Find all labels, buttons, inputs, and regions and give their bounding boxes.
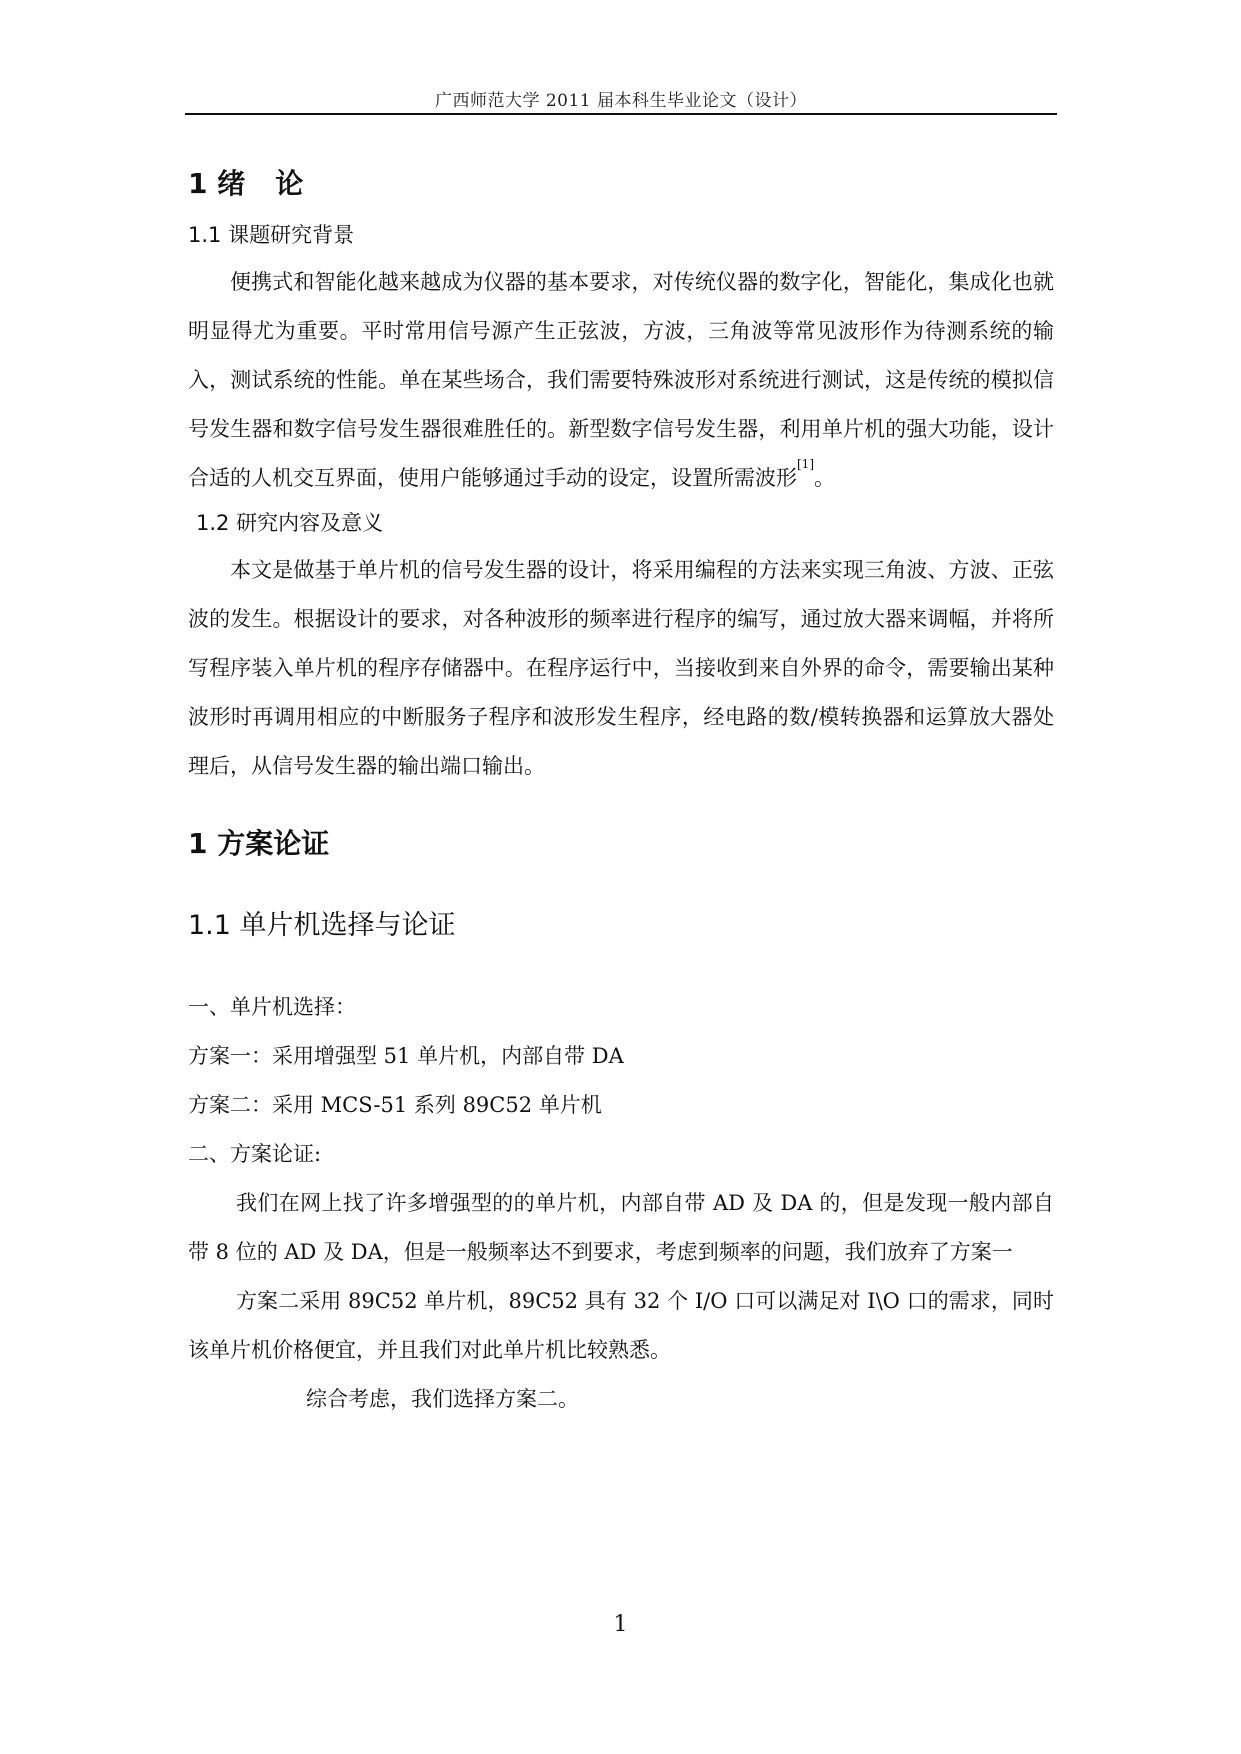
section-2-1-heading: 1.1 单片机选择与论证 <box>188 909 456 941</box>
list-line-3: 方案二：采用 MCS-51 系列 89C52 单片机 <box>188 1092 602 1117</box>
list-line-1: 一、单片机选择： <box>188 994 356 1019</box>
section-1-2-paragraph: 本文是做基于单片机的信号发生器的设计，将采用编程的方法来实现三角波、方波、正弦波的发生。根据设计的要求，对各种波形的频率进行程序的编写，通过放大器来调幅，并将所写程序装入单片机的程序存储器中。在程序运行中，当接收到来自外界的命令，需要输出某种波形时再调用相应的中断服务子程序和波形发生程序，经电路的数/模转换器和运算放大器处理后，从信号发生器的输出端口输出。 <box>188 558 1054 779</box>
section-1-2-heading: 1.2 研究内容及意义 <box>196 510 384 535</box>
page-content <box>188 155 1054 1424</box>
citation-1: [1] <box>797 456 814 471</box>
argument-paragraph-2: 方案二采用 89C52 单片机，89C52 具有 32 个 I/O 口可以满足对 I\O 口的需求，同时该单片机价格便宜，并且我们对此单片机比较熟悉。 <box>188 1288 1054 1362</box>
section-1-1-paragraph-text: 便携式和智能化越来越成为仪器的基本要求，对传统仪器的数字化，智能化，集成化也就明显得尤为重要。平时常用信号源产生正弦波，方波，三角波等常见波形作为待测系统的输入，测试系统的性能。单在某些场合，我们需要特殊波形对系统进行测试，这是传统的模拟信号发生器和数字信号发生器很难胜任的。新型数字信号发生器，利用单片机的强大功能，设计合适的人机交互界面，使用户能够通过手动的设定，设置所需波形 <box>188 269 1054 490</box>
list-line-4: 二、方案论证: <box>188 1141 322 1166</box>
argument-paragraph-1: 我们在网上找了许多增强型的的单片机，内部自带 AD 及 DA 的，但是发现一般内部自带 8 位的 AD 及 DA，但是一般频率达不到要求，考虑到频率的问题，我们放弃了方案一 <box>188 1190 1054 1264</box>
section-1-1-paragraph <box>188 258 1054 503</box>
chapter-1-title-char2: 论 <box>275 167 304 200</box>
page-number: 1 <box>613 1612 628 1637</box>
chapter-1-number: 1 <box>188 167 208 200</box>
section-1-1-heading: 1.1 课题研究背景 <box>188 222 355 247</box>
chapter-1-title <box>188 167 1054 201</box>
header-rule <box>185 113 1057 115</box>
chapter-1-title-char1: 绪 <box>217 167 246 200</box>
chapter-2-title: 1 方案论证 <box>188 827 330 861</box>
section-1-1-paragraph-end: 。 <box>814 465 835 490</box>
list-line-2: 方案一：采用增强型 51 单片机，内部自带 DA <box>188 1043 624 1068</box>
page-header: 广西师范大学 2011 届本科生毕业论文（设计） <box>434 91 808 111</box>
conclusion-line: 综合考虑，我们选择方案二。 <box>306 1386 579 1411</box>
